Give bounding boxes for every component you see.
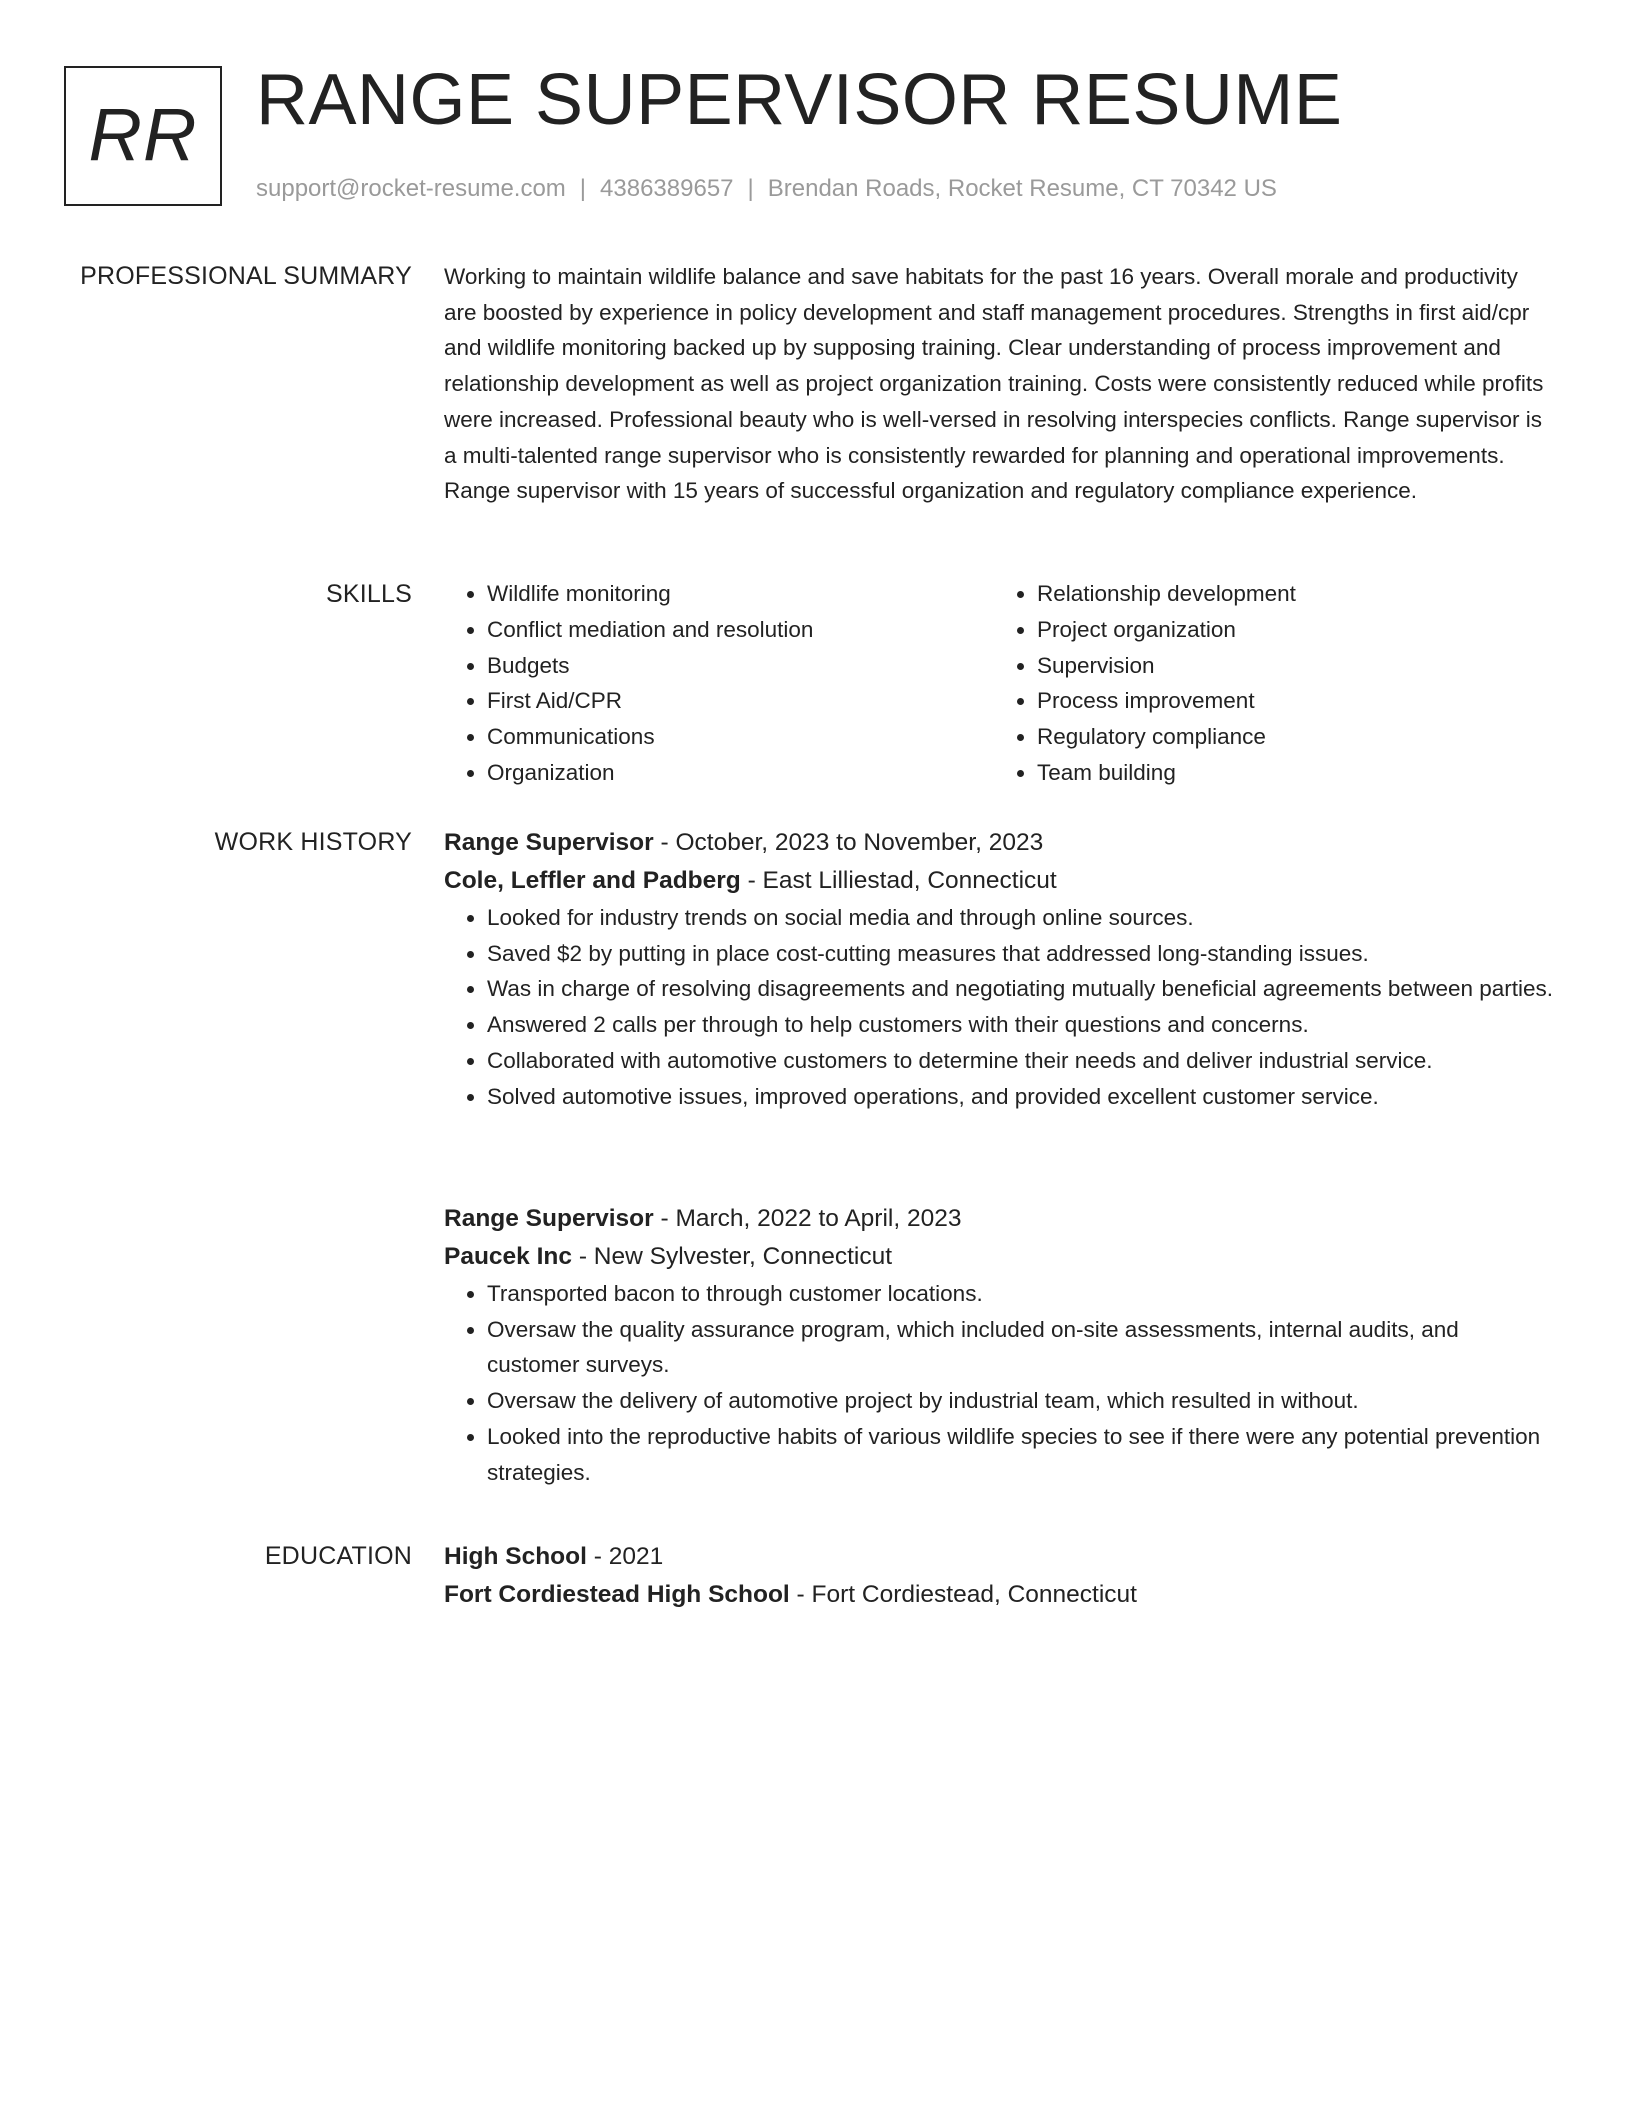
job-location: - New Sylvester, Connecticut (572, 1243, 892, 1270)
skill-item: • Organization (487, 755, 994, 791)
job-company: Cole, Leffler and Padberg (444, 867, 741, 894)
contact-separator: | (579, 175, 587, 202)
job-bullet: • Looked into the reproductive habits of various wildlife species to see if there were any potential prevention strategies. (487, 1419, 1554, 1490)
contact-line (256, 172, 1277, 206)
skills-heading: SKILLS (326, 580, 412, 608)
job-company-line (444, 1238, 1554, 1276)
skills-body (444, 576, 1554, 791)
job-location: - East Lilliestad, Connecticut (740, 867, 1057, 894)
skills-list-left (444, 576, 994, 791)
summary-text: Working to maintain wildlife balance and save habitats for the past 16 years. Overall morale and productivity are boosted by experience in policy development and staff management procedures. Strengths in first aid/cpr and wildlife monitoring backed up by supposing training. Clear understanding of process improvement and relationship development as well as project organization training. Costs were consistently reduced while profits were increased. Professional beauty who is well-versed in resolving interspecies conflicts. Range supervisor is a multi-talented range supervisor who is consistently rewarded for planning and operational improvements. Range supervisor with 15 years of successful organization and regulatory compliance experience. (444, 264, 1544, 504)
education-degree: High School (444, 1543, 587, 1570)
education-degree-line (444, 1538, 1554, 1576)
job-bullet: • Solved automotive issues, improved operations, and provided excellent customer service. (487, 1079, 1554, 1115)
contact-address: Brendan Roads, Rocket Resume, CT 70342 US (767, 175, 1277, 202)
skill-item: • Process improvement (1037, 683, 1544, 719)
job-dates: - March, 2022 to April, 2023 (653, 1205, 962, 1232)
job-bullet: • Was in charge of resolving disagreements and negotiating mutually beneficial agreements between parties. (487, 971, 1554, 1007)
job-title: Range Supervisor (444, 829, 654, 856)
education-body (444, 1538, 1554, 1614)
education-heading: EDUCATION (264, 1542, 412, 1570)
job-bullet: • Answered 2 calls per through to help customers with their questions and concerns. (487, 1007, 1554, 1043)
job-bullet: • Collaborated with automotive customers to determine their needs and deliver industrial service. (487, 1043, 1554, 1079)
education-year: - 2021 (586, 1543, 664, 1570)
education-school-line (444, 1576, 1554, 1614)
job-title-line (444, 1200, 1554, 1238)
contact-separator: | (747, 175, 754, 202)
job-company-line (444, 862, 1554, 900)
work-history-heading: WORK HISTORY (214, 828, 412, 856)
skill-item: • Relationship development (1037, 576, 1544, 612)
skill-item: • Communications (487, 719, 994, 755)
resume-title: RANGE SUPERVISOR RESUME (256, 60, 1343, 140)
skill-item: • Supervision (1037, 648, 1544, 684)
skill-item: • Wildlife monitoring (487, 576, 994, 612)
job-bullet: • Saved $2 by putting in place cost-cutting measures that addressed long-standing issues. (487, 936, 1554, 972)
summary-heading: PROFESSIONAL SUMMARY (80, 262, 412, 290)
skill-item: • Team building (1037, 755, 1544, 791)
monogram-logo (64, 66, 222, 206)
summary-body (444, 258, 1554, 509)
contact-email[interactable]: support@rocket-resume.com (256, 175, 566, 202)
skills-columns (444, 576, 1544, 791)
job-bullet: • Looked for industry trends on social media and through online sources. (487, 900, 1554, 936)
job-bullet: • Oversaw the delivery of automotive project by industrial team, which resulted in without. (487, 1383, 1554, 1419)
work-history-body (444, 824, 1554, 1485)
monogram-initials: RR (88, 93, 198, 176)
job-bullet-list (444, 1276, 1554, 1490)
job-dates: - October, 2023 to November, 2023 (653, 829, 1044, 856)
job-title-line (444, 824, 1554, 862)
education-location: - Fort Cordiestead, Connecticut (789, 1581, 1137, 1608)
job-bullet: • Transported bacon to through customer locations. (487, 1276, 1554, 1312)
skill-item: • First Aid/CPR (487, 683, 994, 719)
contact-phone[interactable]: 4386389657 (600, 175, 734, 202)
skills-list-right (994, 576, 1544, 791)
job-entry (444, 824, 1554, 1114)
skill-item: • Conflict mediation and resolution (487, 612, 994, 648)
skill-item: • Regulatory compliance (1037, 719, 1544, 755)
job-bullet: • Oversaw the quality assurance program, which included on-site assessments, internal audits, and customer surveys. (487, 1312, 1554, 1383)
job-title: Range Supervisor (444, 1205, 654, 1232)
job-bullet-list (444, 900, 1554, 1114)
skill-item: • Project organization (1037, 612, 1544, 648)
skill-item: • Budgets (487, 648, 994, 684)
education-school: Fort Cordiestead High School (444, 1581, 790, 1608)
job-company: Paucek Inc (444, 1243, 573, 1270)
job-entry (444, 1200, 1554, 1490)
